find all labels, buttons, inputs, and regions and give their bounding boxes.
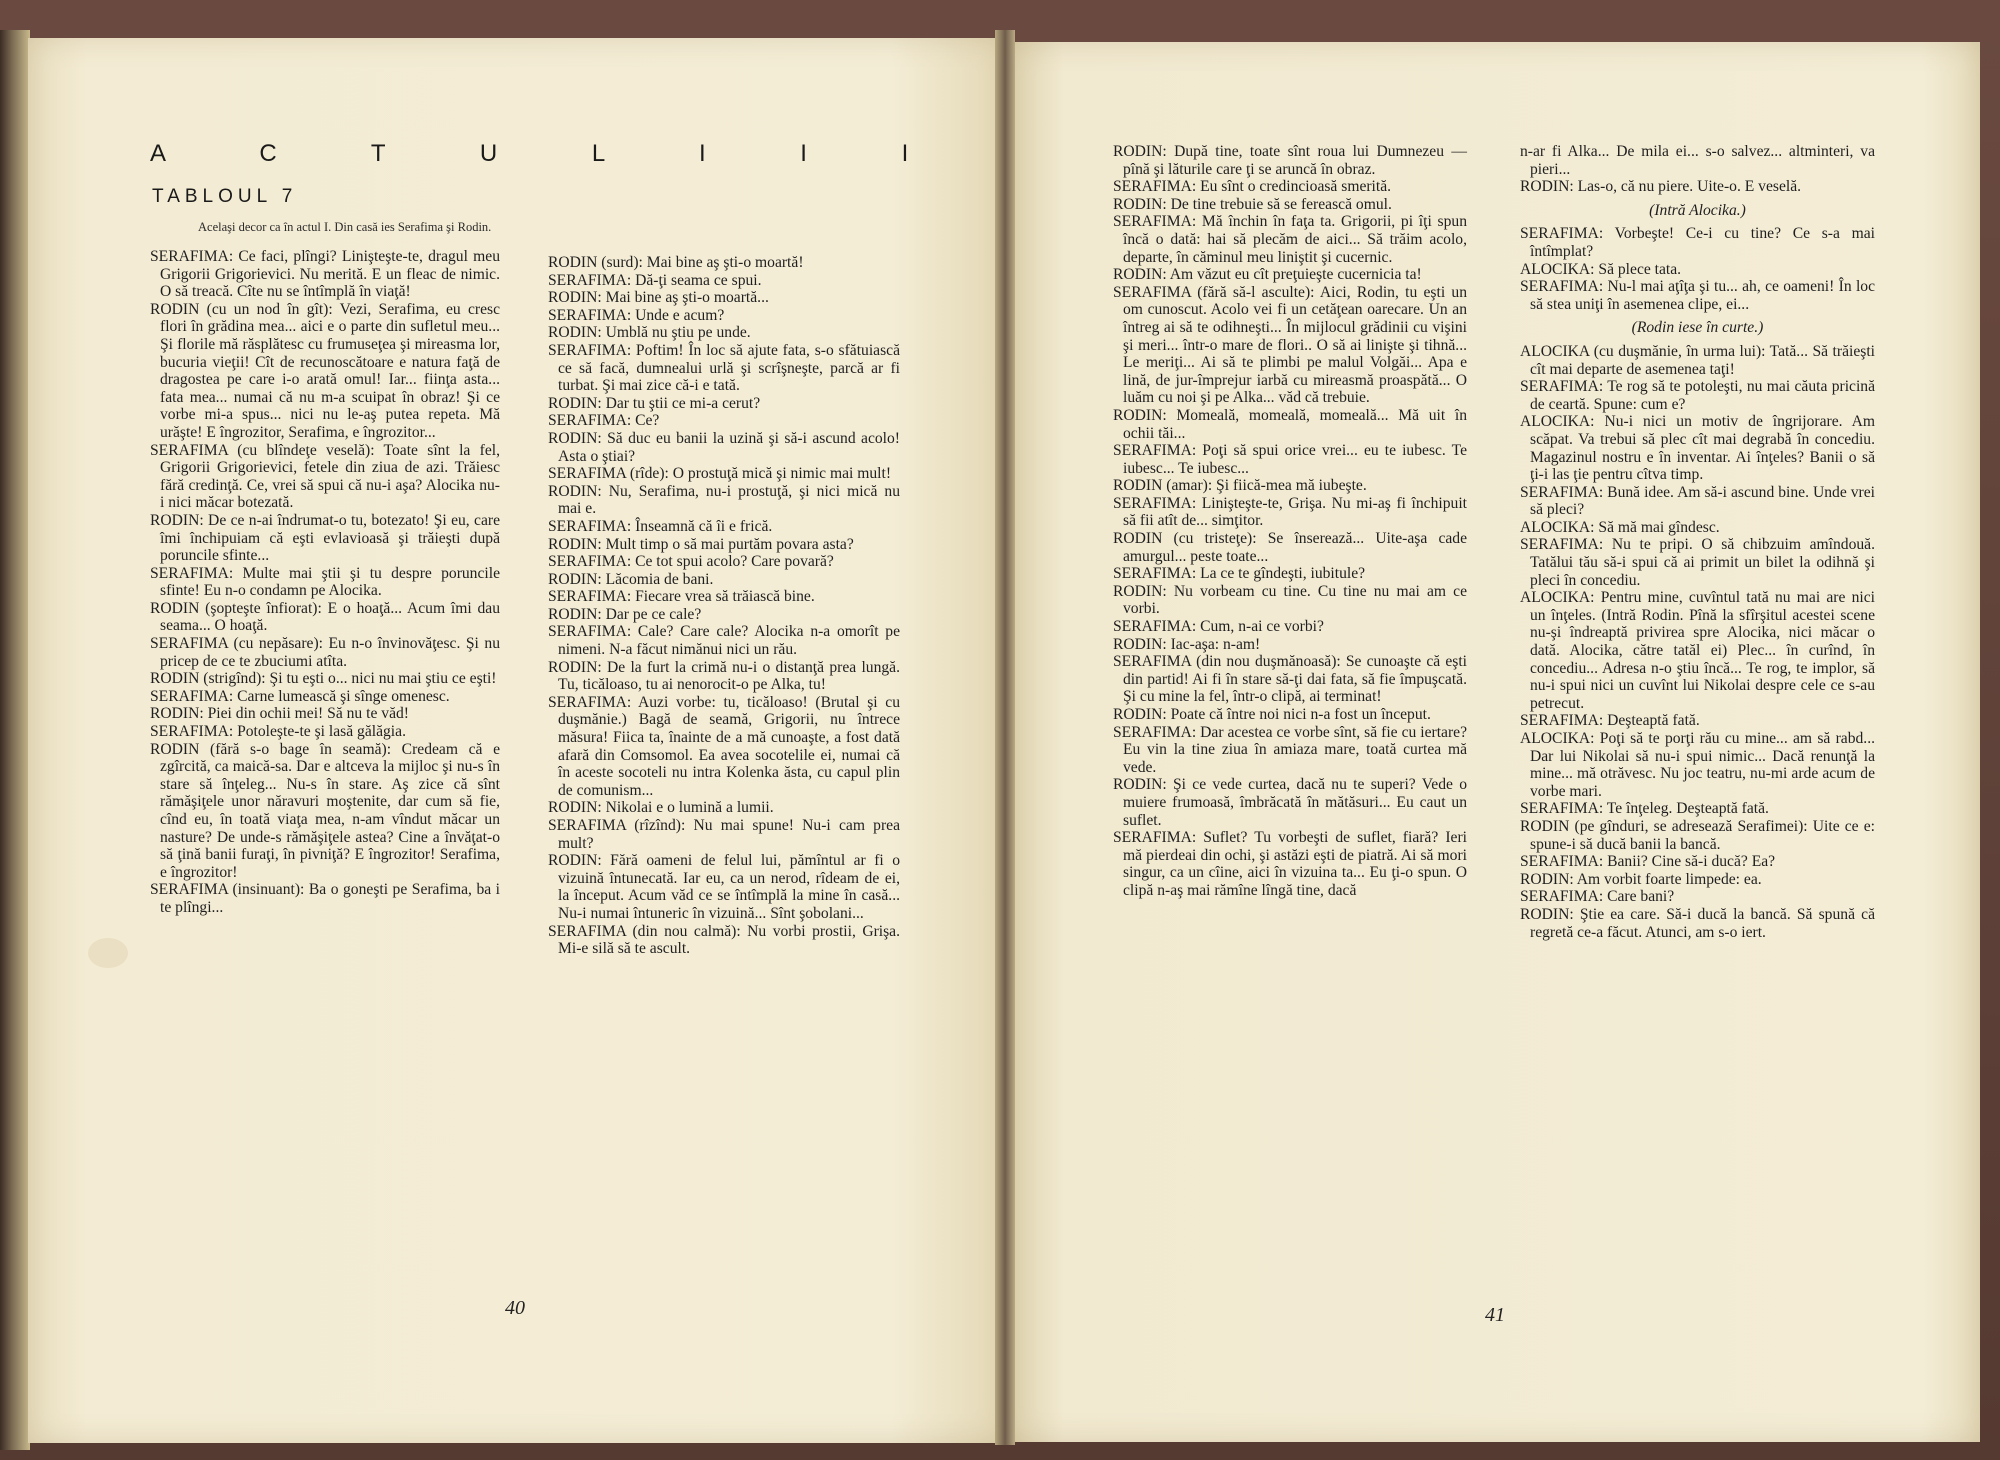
dialogue-line: SERAFIMA: Dă-ţi seama ce spui.	[548, 271, 762, 289]
dialogue-line: SERAFIMA (insinuant): Ba o goneşti pe Serafima, ba i te plîngi...	[150, 881, 500, 916]
dialogue-line: SERAFIMA (cu blîndeţe veselă): Toate sînt la fel, Grigorii Grigorievici, fetele din ziua de azi. Trăiesc fără credinţă. Ce, vrei să spui că nu-i aşa? Alocika nu-i nici măcar botezată.	[150, 441, 500, 512]
dialogue-line: SERAFIMA (rîzînd): Nu mai spune! Nu-i cam prea mult?	[548, 817, 900, 852]
dialogue-line: RODIN: Nu vorbeam cu tine. Cu tine nu mai am ce vorbi.	[1113, 582, 1467, 618]
text-column-1	[150, 248, 500, 917]
dialogue-line: RODIN: Fără oameni de felul lui, pămîntul ar fi o vizuină întunecată. Iar eu, ca un nerod, rîdeam de ei, la început. Acum văd ce se întîmplă la mine în casă... Nu-i numai întuneric în vizuină... Sînt şobolani...	[548, 852, 900, 922]
dialogue-line: RODIN: Piei din ochii mei! Să nu te văd!	[150, 705, 409, 723]
dialogue-line: SERAFIMA: La ce te gîndeşti, iubitule?	[1113, 565, 1366, 583]
dialogue-line: ALOCIKA: Pentru mine, cuvîntul tată nu mai are nici un înţeles. (Intră Rodin. Pînă la sfîrşitul acestei scene nu-şi îndreaptă privirea spre Alocika, nici măcar o dată. Alocika, către tatăl ei) Plec... în curînd, în concediu... Adresa n-o ştiu încă... Te rog, te implor, să nu-i spui nici un cuvînt lui Nikolai despre cele ce s-au petrecut.	[1520, 589, 1875, 712]
dialogue-line: SERAFIMA (rîde): O prostuţă mică şi nimic mai mult!	[548, 465, 892, 483]
dialogue-line: SERAFIMA: Auzi vorbe: tu, ticăloaso! (Brutal şi cu duşmănie.) Bagă de seamă, Grigorii, nu întrece măsura! Fiica ta, înainte de a mă cunoaşte, a fost dată afară din Comsomol. Ea avea socotelile ei, numai că în aceste socoteli nu intra Kolenka ăsta, cu capul plin de comunism...	[548, 693, 900, 799]
dialogue-line: SERAFIMA: Te rog să te potoleşti, nu mai căuta pricină de ceartă. Spune: cum e?	[1520, 378, 1875, 413]
dialogue-line: SERAFIMA: Dar acestea ce vorbe sînt, să fie cu iertare? Eu vin la tine ziua în amiaza mare, toată curtea mă vede.	[1113, 723, 1467, 776]
dialogue-line: RODIN (amar): Şi fiică-mea mă iubeşte.	[1113, 477, 1367, 495]
stage-direction: Acelaşi decor ca în actul I. Din casă ies Serafima şi Rodin.	[198, 220, 492, 234]
dialogue-line: RODIN: Am văzut eu cît preţuieşte cucernicia ta!	[1113, 266, 1422, 284]
dialogue-line: ALOCIKA: Să mă mai gîndesc.	[1520, 518, 1720, 536]
dialogue-line: RODIN (cu tristeţe): Se înserează... Uite-aşa cade amurgul... peste toate...	[1113, 530, 1467, 565]
dialogue-line: RODIN: Nu, Serafima, nu-i prostuţă, şi nici mică nu mai e.	[548, 482, 900, 518]
dialogue-line: RODIN: De ce n-ai îndrumat-o tu, botezato! Şi eu, care îmi închipuiam că eşti evlavioasă şi trăieşti după poruncile sfinte...	[150, 511, 500, 565]
dialogue-line: SERAFIMA: Carne lumească şi sînge omenesc.	[150, 687, 450, 705]
dialogue-line: SERAFIMA: Cum, n-ai ce vorbi?	[1113, 618, 1324, 636]
dialogue-line: RODIN (pe gînduri, se adresează Serafimei): Uite ce e: spune-i să ducă banii la bancă.	[1520, 817, 1875, 853]
dialogue-line: SERAFIMA: Poftim! În loc să ajute fata, s-o sfătuiască ce să facă, dumnealui urlă şi scrîşneşte, parcă ar fi turbat. Şi mai zice că-i e tată.	[548, 341, 900, 395]
page-number-left: 40	[505, 1297, 525, 1319]
dialogue-line: RODIN: Dar pe ce cale?	[548, 605, 702, 623]
dialogue-line: RODIN: Mult timp o să mai purtăm povara asta?	[548, 535, 854, 553]
dialogue-line: SERAFIMA (din nou calmă): Nu vorbi prostii, Grişa. Mi-e silă să te ascult.	[548, 922, 900, 958]
book-edge	[0, 30, 30, 1450]
dialogue-line: n-ar fi Alka... De mila ei... s-o salvez... altminteri, va pieri...	[1520, 143, 1875, 178]
dialogue-line: RODIN: Las-o, că nu piere. Uite-o. E veselă.	[1520, 178, 1802, 196]
dialogue-line: SERAFIMA: Fiecare vrea să trăiască bine.	[548, 588, 815, 606]
dialogue-line: SERAFIMA: Vorbeşte! Ce-i cu tine? Ce s-a mai întîmplat?	[1520, 225, 1875, 260]
dialogue-line: SERAFIMA: Potoleşte-te şi lasă gălăgia.	[150, 723, 406, 741]
dialogue-line: SERAFIMA: Banii? Cine să-i ducă? Ea?	[1520, 853, 1776, 871]
dialogue-line: SERAFIMA: Deşteaptă fată.	[1520, 712, 1700, 730]
dialogue-line: RODIN: Am vorbit foarte limpede: ea.	[1520, 870, 1762, 888]
tableau-title: TABLOUL 7	[152, 186, 298, 207]
dialogue-line: RODIN: Şi ce vede curtea, dacă nu te superi? Vede o muiere frumoasă, îmbrăcată în mătăsuri... Eu caut un suflet.	[1113, 776, 1467, 829]
dialogue-line: SERAFIMA: Te înţeleg. Deşteaptă fată.	[1520, 800, 1769, 818]
dialogue-line: RODIN: După tine, toate sînt roua lui Dumnezeu — pînă şi lăturile care ţi se aruncă în obraz.	[1113, 143, 1467, 178]
dialogue-line: RODIN: Poate că între noi nici n-a fost un început.	[1113, 706, 1431, 723]
dialogue-line: RODIN: De tine trebuie să se ferească omul.	[1113, 195, 1392, 213]
dialogue-line: ALOCIKA: Să plece tata.	[1520, 260, 1682, 278]
dialogue-line: SERAFIMA: Înseamnă că îi e frică.	[548, 517, 773, 535]
text-column-4	[1520, 143, 1875, 941]
dialogue-line: SERAFIMA: Multe mai ştii şi tu despre poruncile sfinte! Eu n-o condamn pe Alocika.	[150, 564, 500, 600]
dialogue-line: RODIN: Lăcomia de bani.	[548, 570, 714, 588]
dialogue-line: SERAFIMA: Linişteşte-te, Grişa. Nu mi-aş fi închipuit să fii atît de... simţitor.	[1113, 494, 1467, 530]
dialogue-line: RODIN: Ştie ea care. Să-i ducă la bancă. Să spună că regretă ce-a făcut. Atunci, am s-o iert.	[1520, 905, 1875, 941]
dialogue-line: ALOCIKA: Poţi să te porţi rău cu mine... am să rabd... Dar lui Nikolai să nu-i spui nimic... Dacă renunţă la mine... mă otrăvesc. Nu joc teatru, nu-mi arde acum de vorbe mari.	[1520, 730, 1875, 800]
dialogue-line: RODIN: Momeală, momeală, momeală... Mă uit în ochii tăi...	[1113, 406, 1467, 442]
dialogue-line: SERAFIMA: Nu te pripi. O să chibzuim amîndouă. Tatălui tău să-i spui că ai primit un bilet la odihnă şi pleci în concediu.	[1520, 536, 1875, 589]
text-column-2	[548, 254, 900, 958]
dialogue-line: RODIN (şopteşte înfiorat): E o hoaţă... Acum îmi dau seama... O hoaţă.	[150, 599, 500, 635]
dialogue-line: SERAFIMA (din nou duşmănoasă): Se cunoaşte că eşti din partid! Ai fi în stare să-ţi dai fata, să fie împuşcată. Şi cu mine la fel, într-o clipă, ai terminat!	[1113, 653, 1467, 706]
text-column-3	[1113, 143, 1467, 900]
dialogue-line: RODIN: De la furt la crimă nu-i o distanţă prea lungă. Tu, ticăloaso, tu ai nenorocit-o pe Alka, tu!	[548, 658, 900, 694]
dialogue-line: SERAFIMA (cu nepăsare): Eu n-o învinovăţesc. Şi nu pricep de ce te zbuciumi atîta.	[150, 635, 500, 670]
dialogue-line: RODIN (surd): Mai bine aş şti-o moartă!	[548, 254, 804, 271]
dialogue-line: SERAFIMA: Eu sînt o credincioasă smerită.	[1113, 178, 1392, 196]
dialogue-line: SERAFIMA: Nu-l mai aţîţa şi tu... ah, ce oameni! În loc să stea uniţi în asemenea clipe, ei...	[1520, 278, 1875, 313]
dialogue-line: SERAFIMA: Ce?	[548, 412, 660, 430]
dialogue-line: RODIN: Umblă nu ştiu pe unde.	[548, 324, 751, 342]
dialogue-line: SERAFIMA: Poţi să spui orice vrei... eu te iubesc. Te iubesc... Te iubesc...	[1113, 442, 1467, 477]
dialogue-line: SERAFIMA: Unde e acum?	[548, 306, 725, 324]
dialogue-line: SERAFIMA: Ce faci, plîngi? Linişteşte-te, dragul meu Grigorii Grigorievici. Nu merită. E un fleac de nimic. O să treacă. Cîte nu se întîmplă în viaţă!	[150, 248, 500, 301]
dialogue-line: SERAFIMA (fără să-l asculte): Aici, Rodin, tu eşti un om cunoscut. Acolo vei fi un cetăţean oarecare. Un an întreg ai să te odihneşti... În mijlocul grădinii cu vişini şi meri... într-o mare de flori.. O să ai linişte şi tihnă... Le meriţi... Ai să te plimbi pe malul Volgăi... Apa e lină, de jur-împrejur iarbă cu mireasmă proaspătă... O luăm cu noi şi pe Alka... văd că trebuie.	[1113, 283, 1467, 407]
dialogue-line: SERAFIMA: Cale? Care cale? Alocika n-a omorît pe nimeni. N-a făcut nimănui nici un rău.	[548, 623, 900, 659]
dialogue-line: (Rodin iese în curte.)	[1631, 319, 1764, 337]
page-number-right: 41	[1485, 1304, 1505, 1326]
dialogue-line: RODIN: Iac-aşa: n-am!	[1113, 635, 1261, 653]
dialogue-line: SERAFIMA: Suflet? Tu vorbeşti de suflet, fiară? Ieri mă pierdeai din ochi, şi astăzi eşti de piatră. Ai să mori singur, ca un cîine, aici în vizuina ta... Eu ţi-o spun. O clipă n-aş mai rămîne lîngă tine, dacă	[1113, 829, 1467, 899]
dialogue-line: RODIN: Nikolai e o lumină a lumii.	[548, 799, 774, 817]
act-title: A C T U L I I I	[150, 140, 953, 167]
dialogue-line: RODIN: Mai bine aş şti-o moartă...	[548, 289, 769, 307]
paper-stain	[88, 938, 128, 968]
dialogue-line: RODIN: Să duc eu banii la uzină şi să-i ascund acolo! Asta o ştiai?	[548, 429, 900, 465]
dialogue-line: SERAFIMA: Ce tot spui acolo? Care povară?	[548, 553, 834, 571]
dialogue-line: RODIN: Dar tu ştii ce mi-a cerut?	[548, 394, 761, 412]
book-gutter	[995, 30, 1015, 1445]
dialogue-line: ALOCIKA (cu duşmănie, în urma lui): Tată... Să trăieşti cît mai departe de asemenea taţi!	[1520, 342, 1875, 378]
dialogue-line: SERAFIMA: Care bani?	[1520, 888, 1675, 906]
dialogue-line: RODIN (cu un nod în gît): Vezi, Serafima, eu cresc flori în grădina mea... aici e o parte din sufletul meu... Şi florile mă răsplătesc cu frumuseţea şi mireasma lor, bucuria vieţii! Cît de recunoscătoare e natura faţă de dragostea pe care i-o arată omul! Iar... fiinţa asta... fata mea... numai că nu m-a scuipat în obraz! Şi ce vorbe mi-a spus... nici nu le-aş putea repeta. Mă urăşte! E îngrozitor, Serafima, e îngrozitor...	[150, 300, 500, 441]
dialogue-line: ALOCIKA: Nu-i nici un motiv de îngrijorare. Am scăpat. Va trebui să plec cît mai degrabă în concediu. Magazinul nostru e în inventar. Ai înţeles? Banii o să ţi-i las ţie pentru cîtva timp.	[1520, 413, 1875, 484]
dialogue-line: SERAFIMA: Mă închin în faţa ta. Grigorii, pi îţi spun încă o dată: hai să plecăm de aici... Să trăim acolo, departe, în căminul meu liniştit şi cucernic.	[1113, 213, 1467, 266]
dialogue-line: (Intră Alocika.)	[1649, 201, 1746, 219]
dialogue-line: RODIN (strigînd): Şi tu eşti o... nici nu mai ştiu ce eşti!	[150, 670, 497, 688]
dialogue-line: SERAFIMA: Bună idee. Am să-i ascund bine. Unde vrei să pleci?	[1520, 483, 1875, 519]
dialogue-line: RODIN (fără s-o bage în seamă): Credeam că e zgîrcită, ca maică-sa. Dar e altceva la mijloc şi nu-s în stare să înţeleg... Nu-s în stare. Aş zice că sînt rămăşiţele unor năravuri moştenite, dar cum să fie, cînd eu, în toată viaţa mea, n-am vîndut măcar un nasture? De unde-s rămăşiţele astea? Cine a învăţat-o să ţină banii furaţi, în pivniţă? E îngrozitor! Serafima, e îngrozitor!	[150, 740, 500, 881]
